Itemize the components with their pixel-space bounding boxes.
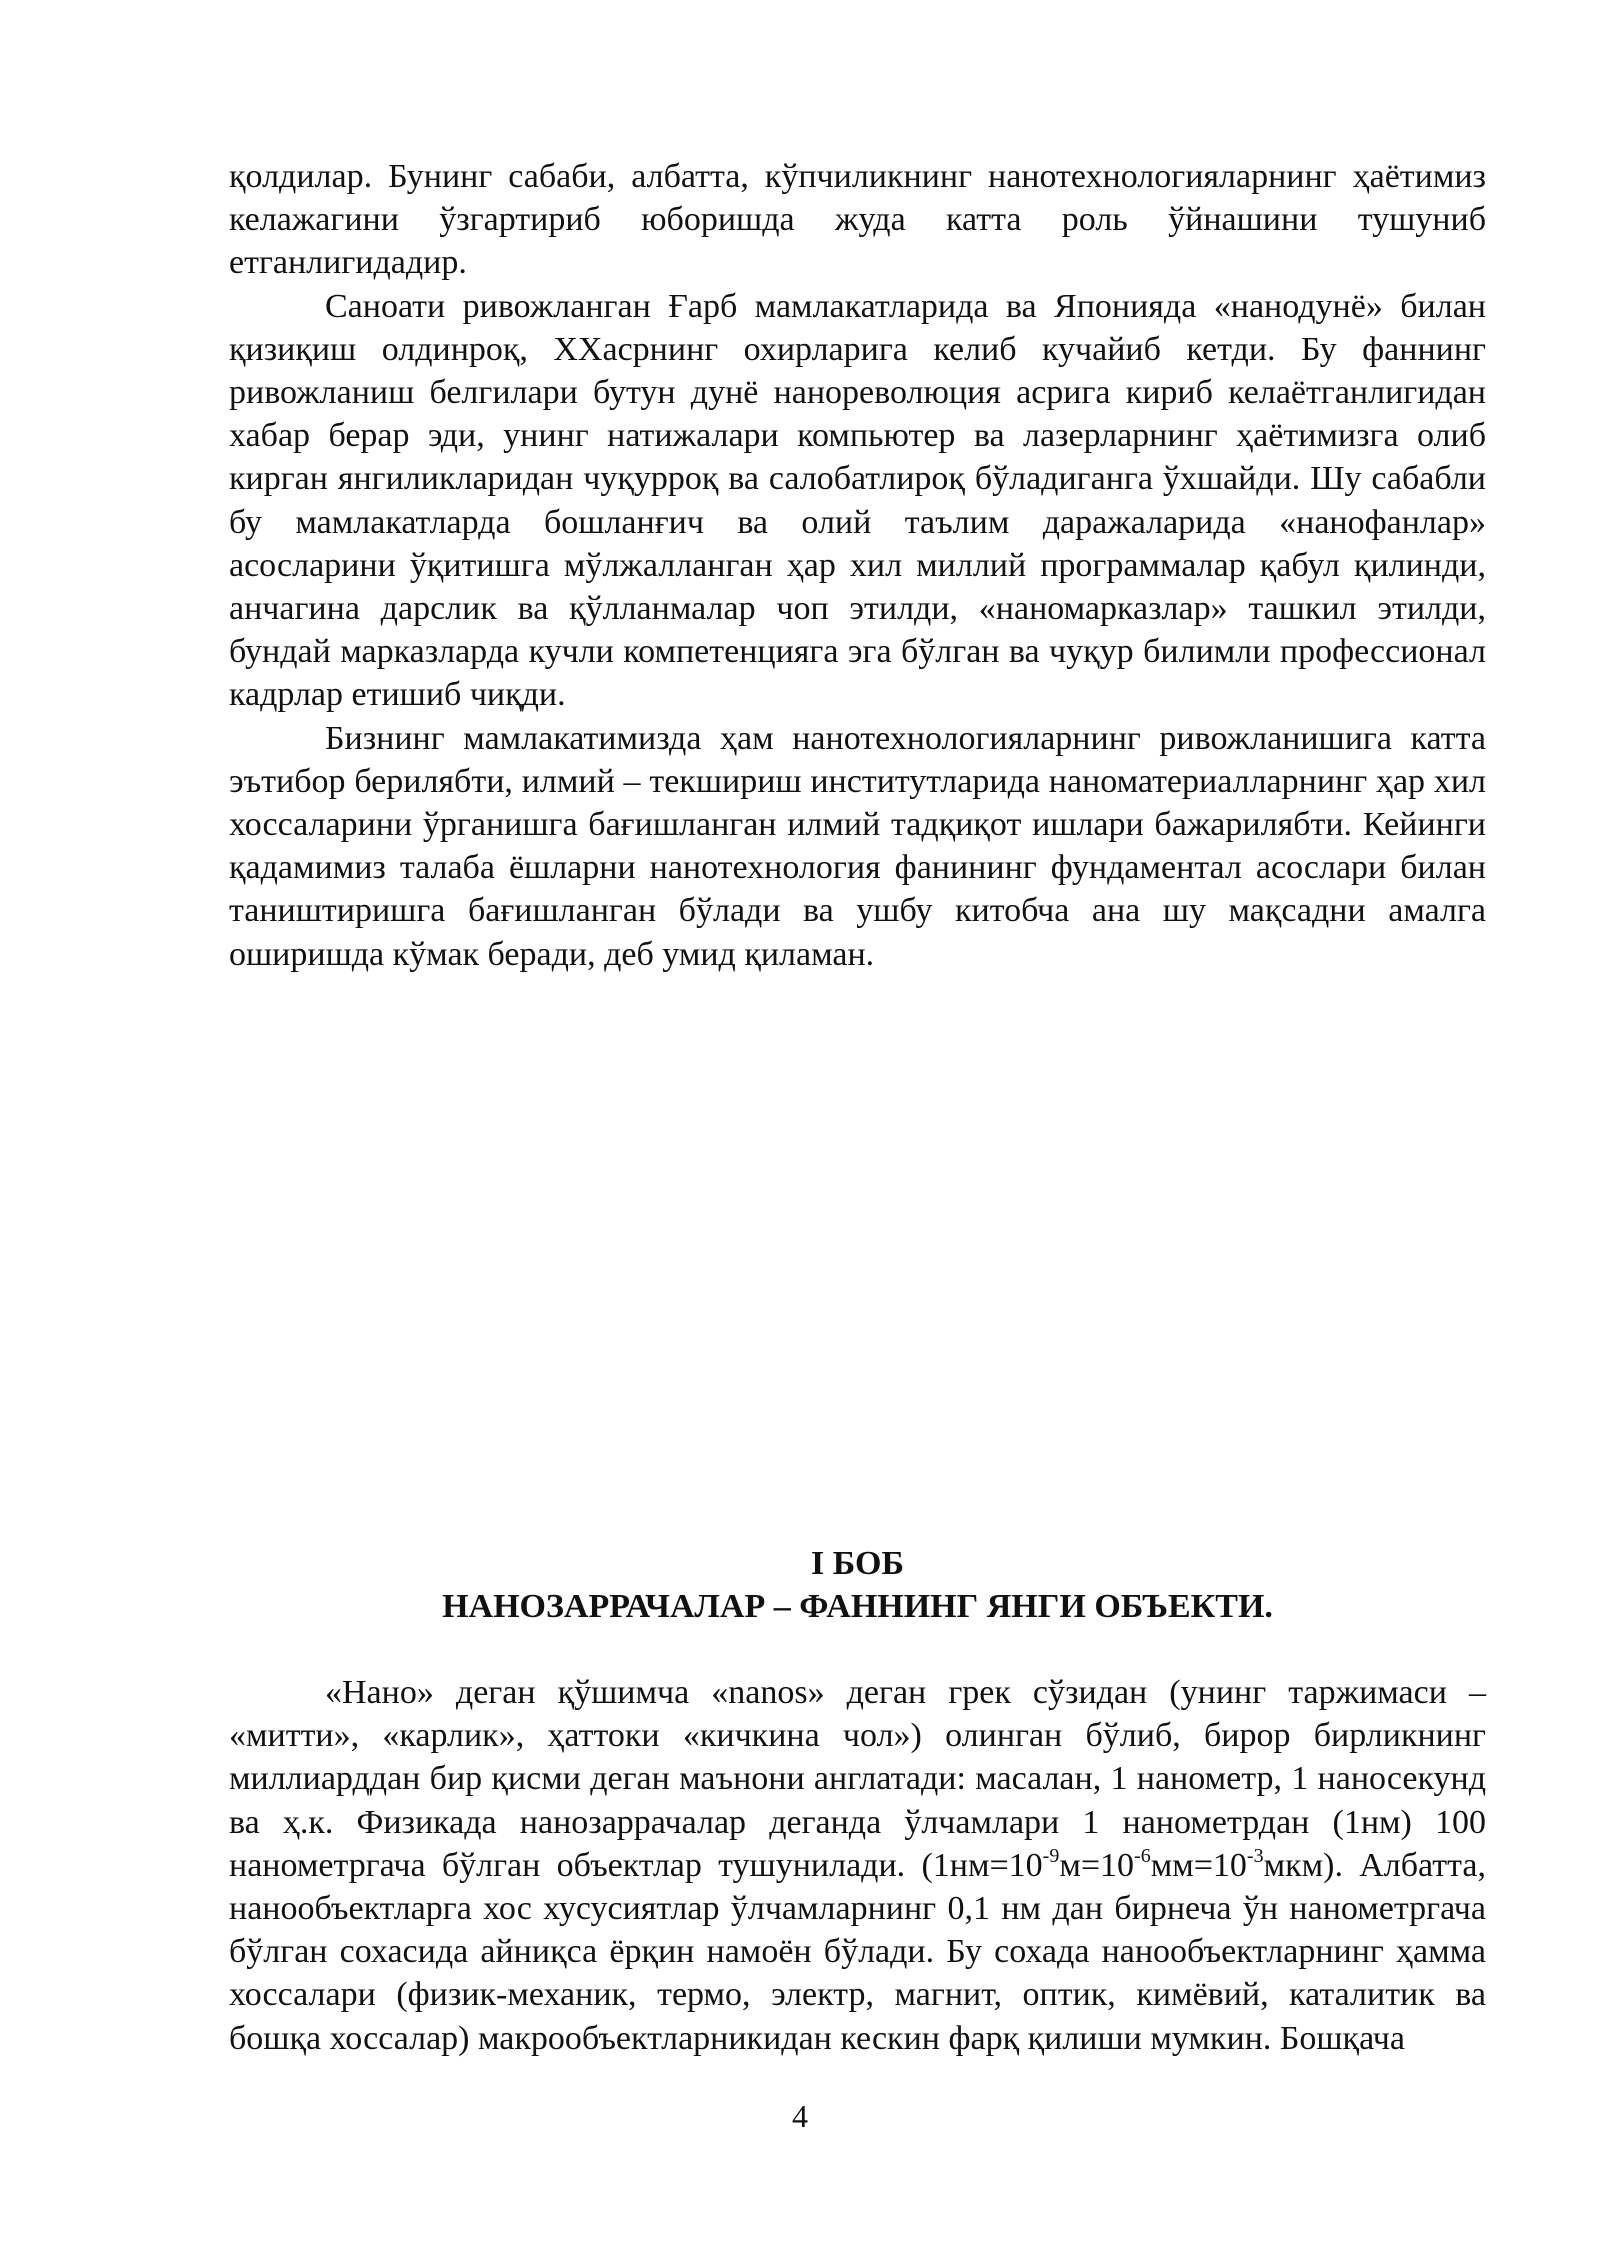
chapter-text-block xyxy=(229,1671,1486,2060)
paragraph-west-japan: Саноати ривожланган Ғарб мамлакатларида ва Японияда «нанодунё» билан қизиқиш олдинроқ, ХХасрнинг охирларига келиб кучайиб кетди. Бу фаннинг ривожланиш белгилари бутун дунё нанореволюция асрига кириб келаётганлигидан хабар берар эди, унинг натижалари компьютер ва лазерларнинг ҳаётимизга олиб кирган янгиликларидан чуқурроқ ва салобатлироқ бўладиганга ўхшайди. Шу сабабли бу мамлакатларда бошланғич ва олий таълим даражаларида «нанофанлар» асосларини ўқитишга мўлжалланган ҳар хил миллий программалар қабул қилинди, анчагина дарслик ва қўлланмалар чоп этилди, «наномарказлар» ташкил этилди, бундай марказларда кучли компетенцияга эга бўлган ва чуқур билимли профессионал кадрлар етишиб чиқди. xyxy=(229,287,1486,714)
text-segment: мкм). Албатта, нанообъектларга хос хусусиятлар ўлчамларнинг 0,1 нм дан бирнеча ўн нанометргача бўлган сохасида айниқса ёрқин намоён бўлади. Бу сохада нанообъектларнинг ҳамма хоссалари (физик-механик, термо, электр, магнит, оптик, кимёвий, каталитик ва бошқа хоссалар) макрообъектларникидан кескин фарқ қилиши мумкин. Бошқача xyxy=(229,1846,1486,2057)
paragraph-continuation: қолдилар. Бунинг сабаби, албатта, кўпчиликнинг нанотехнологияларнинг ҳаётимиз келажагини ўзгартириб юборишда жуда катта роль ўйнашини тушуниб етганлигидадир. xyxy=(229,158,1486,282)
exponent: -3 xyxy=(1246,1844,1264,1867)
text-segment: «Нано» деган қўшимча «nanos» деган грек сўзидан (унинг таржимаси – «митти», «карлик», ҳаттоки «кичкина чол») олинган бўлиб, бирор бирликнинг миллиарддан бир қисми деган маънони англатади: масалан, 1 нанометр, 1 наносекунд ва ҳ.к. Физикада нанозаррачалар деганда ўлчамлари 1 нанометрдан (1нм) 100 нанометргача бўлган объектлар тушунилади. (1нм=10 xyxy=(229,1674,1486,1884)
paragraph-nano-definition xyxy=(229,1671,1486,2060)
exponent: -9 xyxy=(1042,1844,1060,1867)
text-segment: мм=10 xyxy=(1150,1846,1247,1884)
chapter-number: I БОБ xyxy=(811,1545,904,1582)
paragraph-our-country: Бизнинг мамлакатимизда ҳам нанотехнологияларнинг ривожланишига катта эътибор берилябти, илмий – текшириш институтларида наноматериалларнинг ҳар хил хоссаларини ўрганишга бағишланган илмий тадқиқот ишлари бажарилябти. Кейинги қадамимиз талаба ёшларни нанотехнология фанининг фундаментал асослари билан таништиришга бағишланган бўлади ва ушбу китобча ана шу мақсадни амалга оширишда кўмак беради, деб умид қиламан. xyxy=(229,719,1486,973)
page-number: 4 xyxy=(792,2098,808,2134)
intro-text-block xyxy=(229,155,1486,976)
exponent: -6 xyxy=(1134,1844,1151,1867)
text-segment: м=10 xyxy=(1059,1846,1135,1884)
chapter-title: НАНОЗАРРАЧАЛАР – ФАННИНГ ЯНГИ ОБЪЕКТИ. xyxy=(442,1588,1273,1625)
